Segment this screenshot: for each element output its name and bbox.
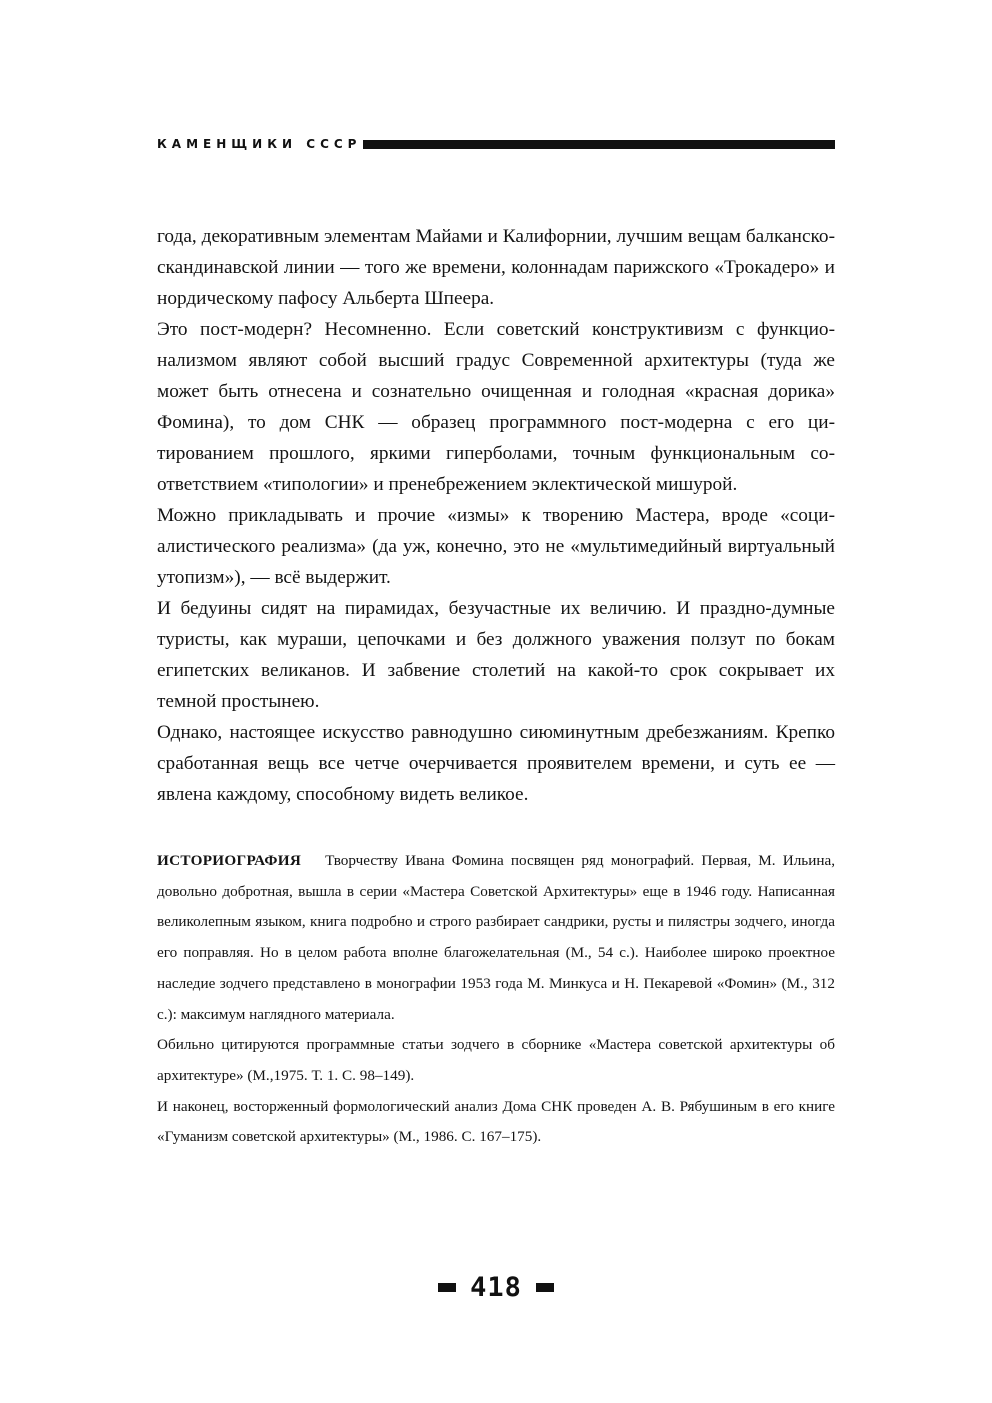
historiography-paragraph: Обильно цитируются программные статьи зодчего в сборнике «Мастера советской архитектуры об архитектуре» (М.,1975. Т. 1. С. 98–149). — [157, 1036, 835, 1084]
main-text — [157, 221, 835, 810]
main-paragraph: Однако, настоящее искусство равнодушно сиюминутным дребезжаниям. Крепко сработанная вещь все четче очерчивается проявителем времени, и суть ее — явлена каждому, способному видеть великое. — [157, 722, 835, 805]
running-head-title: КАМЕНЩИКИ СССР — [157, 137, 362, 151]
historiography-paragraph: И наконец, восторженный формологический анализ Дома СНК проведен А. В. Рябушиным в его книге «Гуманизм советской архитектуры» (М., 1986. С. 167–175). — [157, 1097, 835, 1146]
main-paragraph: года, декоративным элементам Майами и Калифорнии, лучшим вещам балканско-скандинавской линии — того же времени, колоннадам парижского «Трокадеро» и нордическому пафосу Альберта Шпеера. — [157, 226, 835, 309]
historiography-label: ИСТОРИОГРАФИЯ — [157, 852, 302, 869]
page-number: 418 — [470, 1271, 522, 1303]
main-paragraph: И бедуины сидят на пирамидах, безучастные их величию. И праздно-думные туристы, как мураши, цепочками и без должного уважения ползут по бокам египетских великанов. И забвение столетий на какой-то срок сокрывает их темной простынею. — [157, 598, 835, 712]
folio-left-mark — [438, 1283, 456, 1292]
page-footer — [0, 1272, 992, 1302]
main-paragraph: Это пост-модерн? Несомненно. Если советский конструктивизм с функционализмом являют собой высший градус Современной архитектуры (туда же может быть отнесена и сознательно очищенная и голодная «красная дорика» Фомина), то дом СНК — образец программного пост-модерна с его цитированием прошлого, яркими гиперболами, точным функциональным соответствием «типологии» и пренебрежением эклектической мишурой. — [157, 319, 835, 495]
running-head-rule — [363, 140, 835, 149]
main-paragraph: Можно прикладывать и прочие «измы» к творению Мастера, вроде «социалистического реализма» (да уж, конечно, это не «мультимедийный виртуальный утопизм»), — всё выдержит. — [157, 505, 835, 588]
folio-right-mark — [536, 1283, 554, 1292]
running-head — [157, 134, 835, 154]
historiography-paragraph — [157, 846, 835, 1030]
historiography-intro: Творчеству Ивана Фомина посвящен ряд монографий. Первая, М. Ильина, довольно добротная, вышла в серии «Мастера Советской Архитектуры» еще в 1946 году. Написанная великолепным языком, книга подробно и строго разбирает сандрики, русты и пилястры зодчего, иногда его поправляя. Но в целом работа вполне благожелательная (М., 54 с.). Наиболее широко проектное наследие зодчего представлено в монографии 1953 года М. Минкуса и Н. Пекаревой «Фомин» (М., 312 с.): максимум наглядного материала. — [157, 852, 835, 1023]
historiography-section — [157, 846, 835, 1153]
